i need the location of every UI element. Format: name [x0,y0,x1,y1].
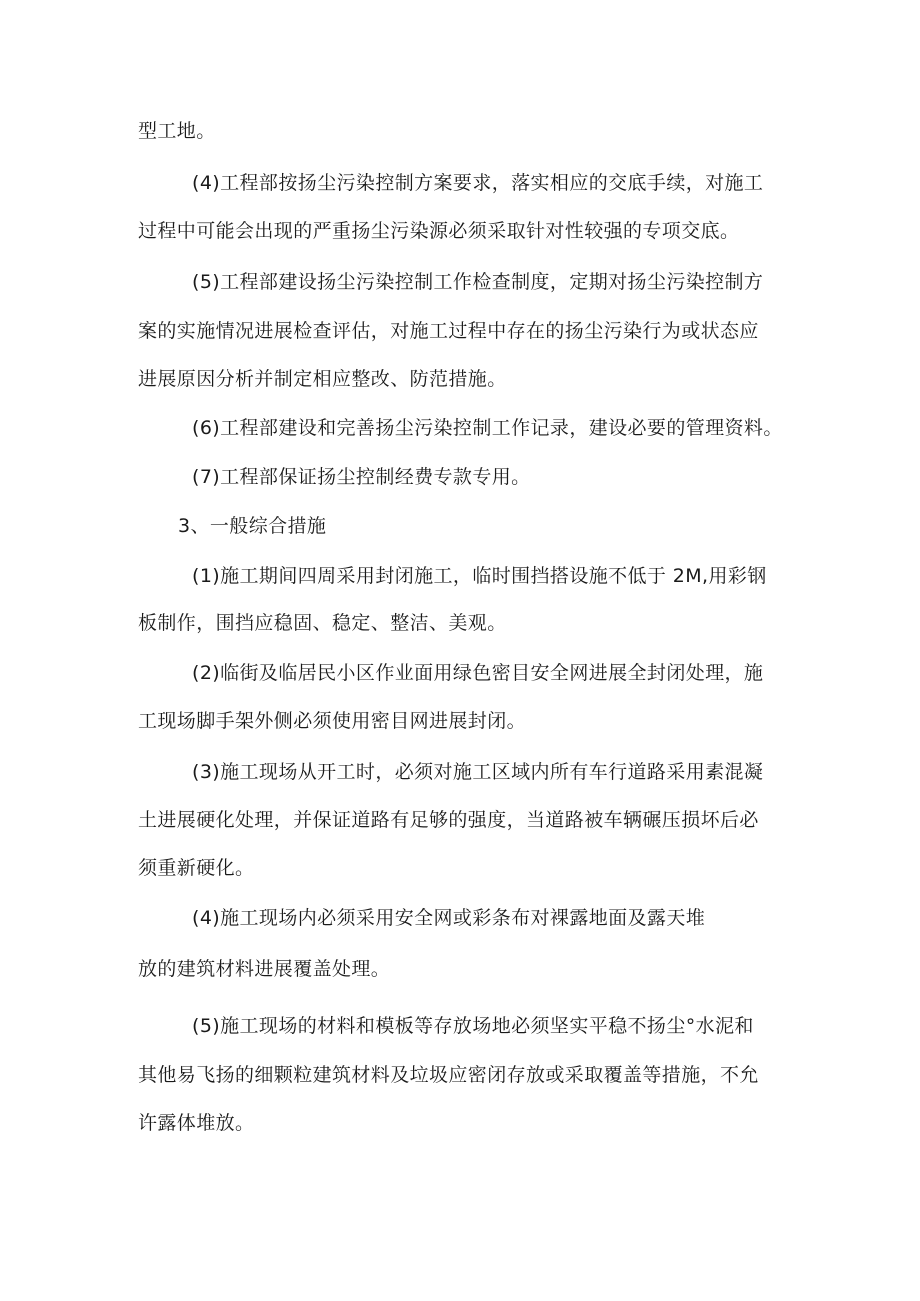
text-line-measure-2: (2)临街及临居民小区作业面用绿色密目安全网进展全封闭处理，施 [192,662,764,684]
text-line-measure-2-cont: 工现场脚手架外侧必须使用密目网进展封闭。 [138,710,527,732]
text-line-item-7: (7)工程部保证扬尘控制经费专款专用。 [192,466,531,488]
text-line-measure-3-cont2: 须重新硬化。 [138,857,255,879]
text-line-item-4-cont: 过程中可能会出现的严重扬尘污染源必须采取针对性较强的专项交底。 [138,220,740,242]
text-line-item-6: (6)工程部建设和完善扬尘污染控制工作记录，建设必要的管理资料。 [192,417,783,439]
text-line-measure-5-cont: 其他易飞扬的细颗粒建筑材料及垃圾应密闭存放或采取覆盖等措施，不允 [138,1064,759,1086]
text-line-item-5-cont: 案的实施情况进展检查评估，对施工过程中存在的扬尘污染行为或状态应 [138,320,759,342]
text-line-item-4: (4)工程部按扬尘污染控制方案要求，落实相应的交底手续，对施工 [192,172,764,194]
text-line-continuation: 型工地。 [138,120,216,142]
section-heading: 3、一般综合措施 [178,515,327,537]
text-line-measure-5: (5)施工现场的材料和模板等存放场地必须坚实平稳不扬尘°水泥和 [192,1015,754,1037]
text-line-measure-4: (4)施工现场内必须采用安全网或彩条布对裸露地面及露天堆 [192,907,706,929]
text-line-measure-4-cont: 放的建筑材料进展覆盖处理。 [138,958,391,980]
text-line-measure-5-cont2: 许露体堆放。 [138,1112,255,1134]
text-line-measure-1-cont: 板制作，围挡应稳固、稳定、整洁、美观。 [138,612,507,634]
text-line-measure-3: (3)施工现场从开工时，必须对施工区域内所有车行道路采用素混凝 [192,761,764,783]
text-line-measure-1: (1)施工期间四周采用封闭施工，临时围挡搭设施不低于 2M,用彩钢 [192,565,767,587]
text-line-item-5: (5)工程部建设扬尘污染控制工作检查制度，定期对扬尘污染控制方 [192,271,764,293]
text-line-item-5-cont2: 进展原因分析并制定相应整改、防范措施。 [138,368,507,390]
text-line-measure-3-cont: 土进展硬化处理，并保证道路有足够的强度，当道路被车辆碾压损坏后必 [138,809,759,831]
